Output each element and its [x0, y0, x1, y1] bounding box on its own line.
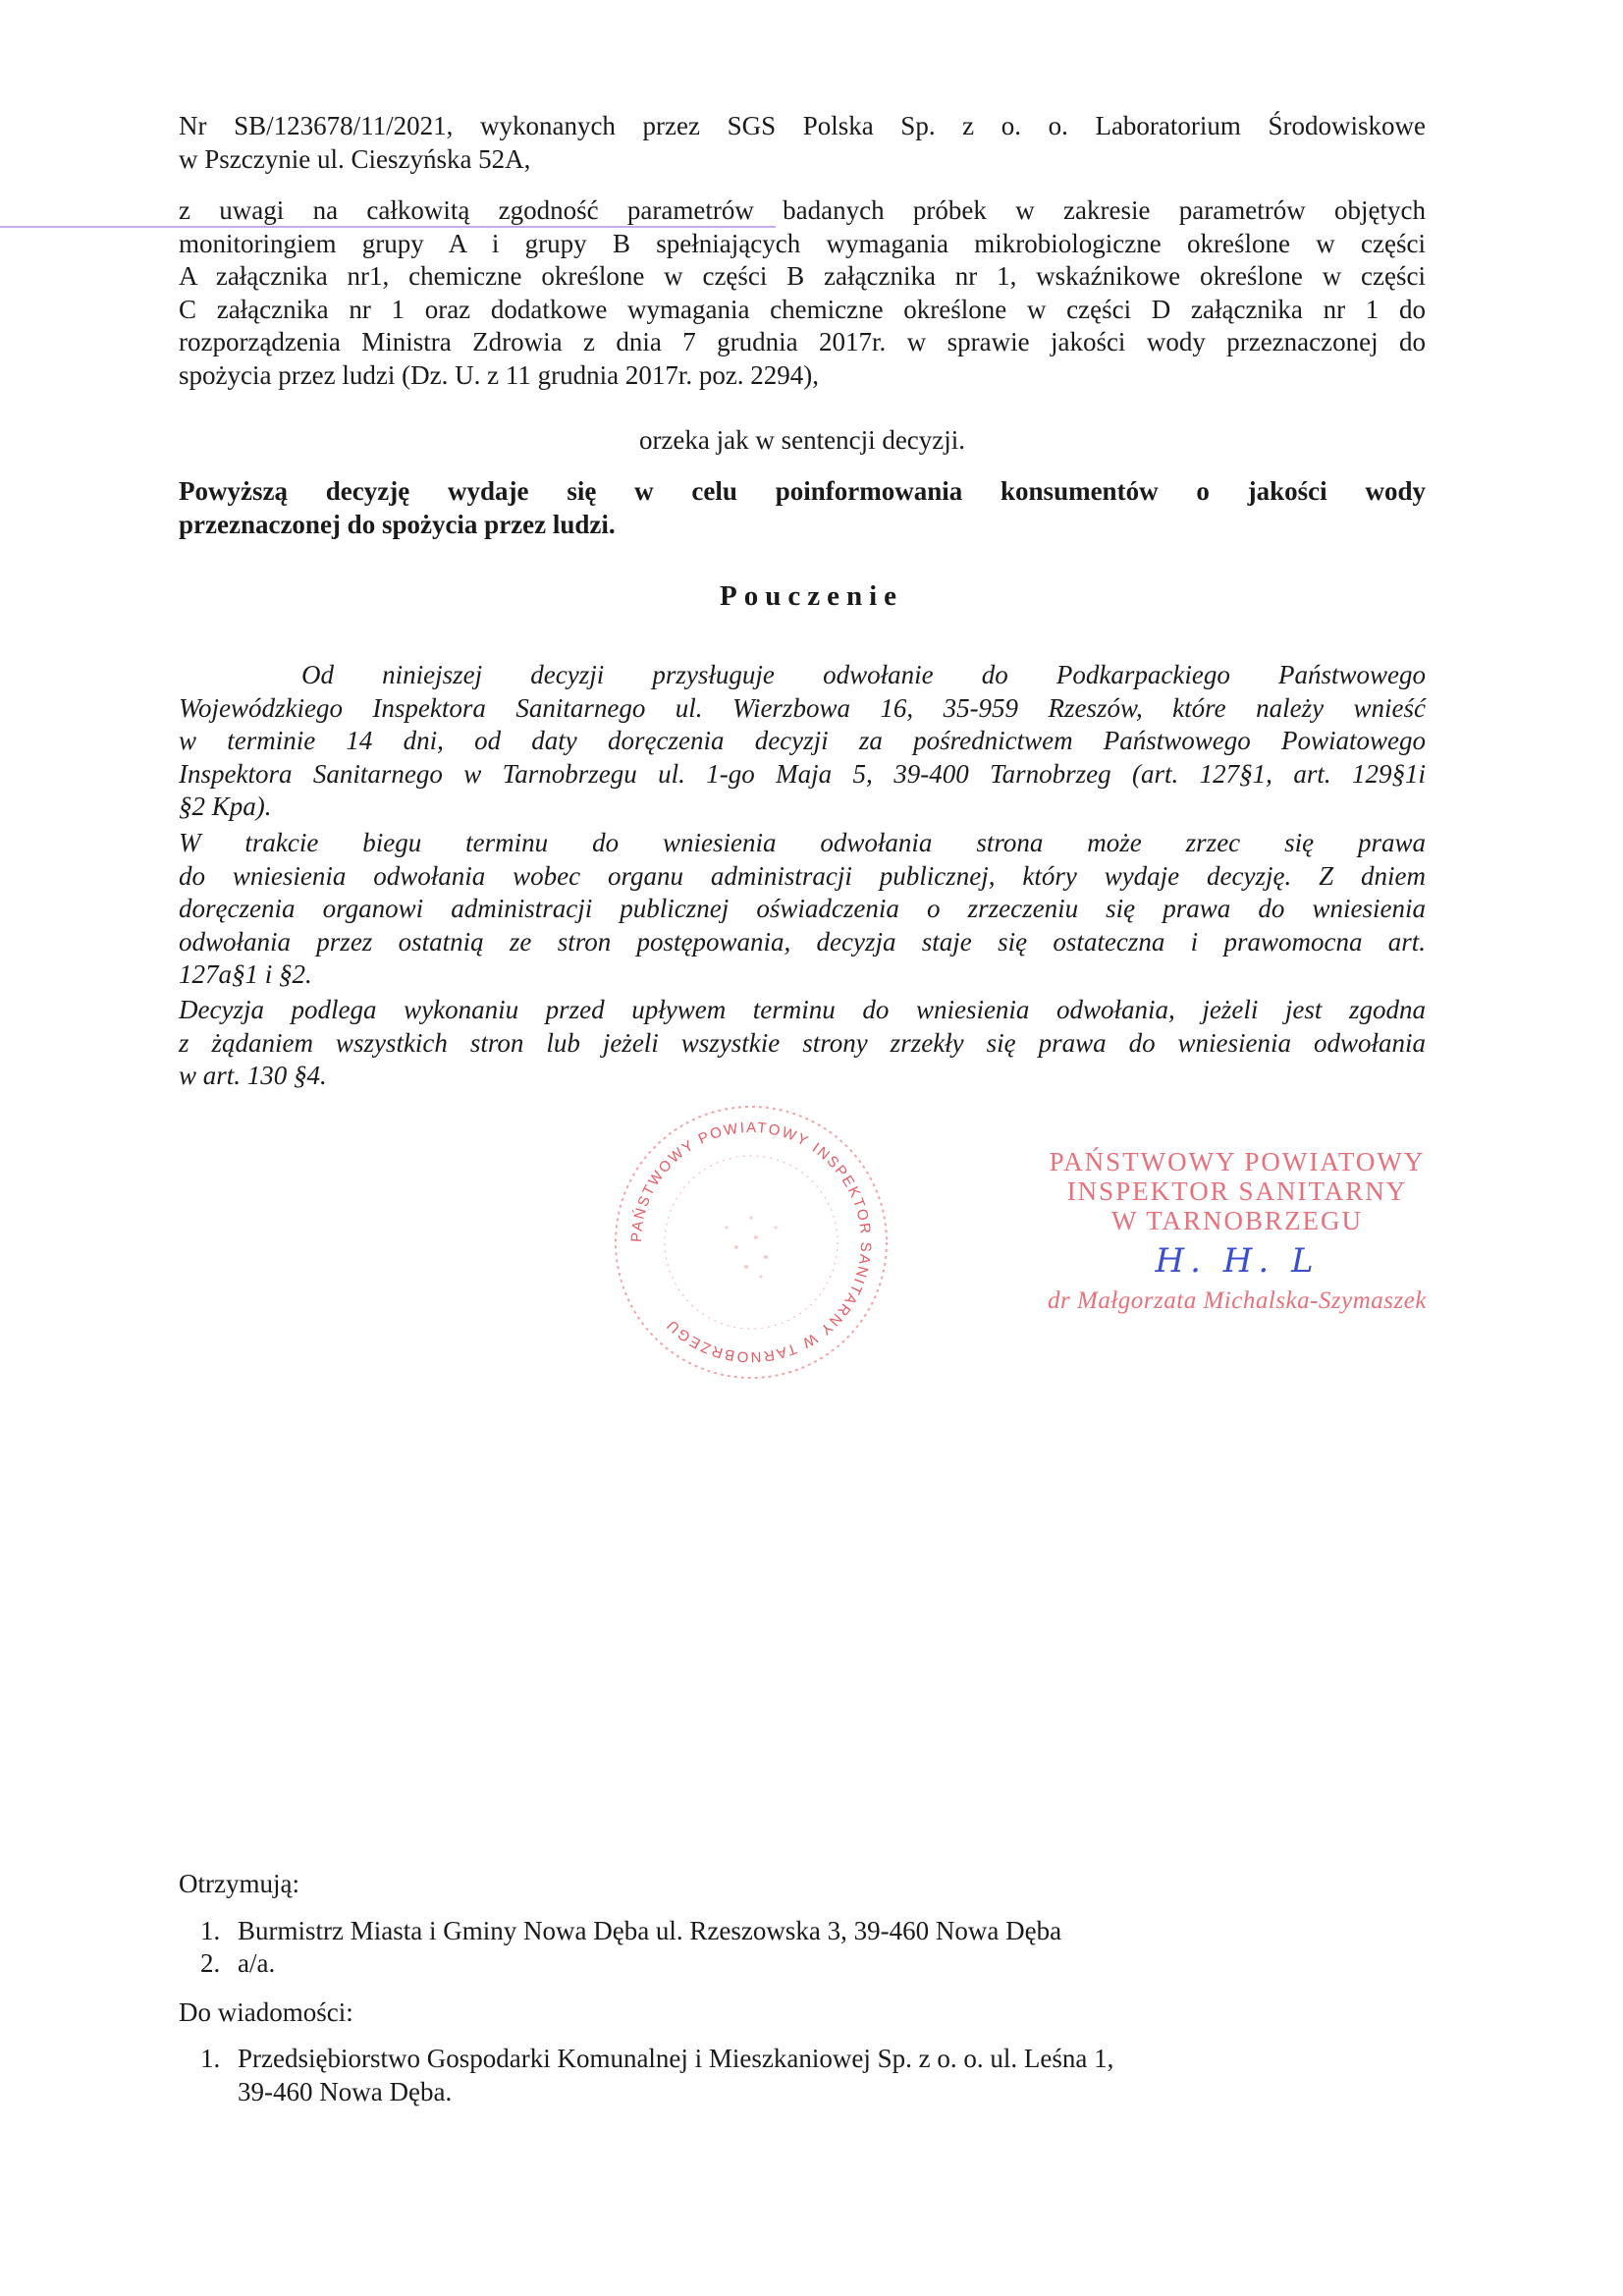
recipient-item — [179, 1947, 1357, 1981]
round-stamp-icon — [609, 1100, 893, 1385]
recipient-number: 2. — [200, 1948, 221, 1978]
recipients-heading: Otrzymują: — [179, 1869, 299, 1898]
instruction-line: do wniesienia odwołania wobec organu administracji publicznej, który wydaje decyzję. Z dniem — [179, 860, 1426, 891]
ruling-text: orzeka jak w sentencji decyzji. — [638, 425, 966, 455]
signature-text: H. H. L — [1155, 1241, 1320, 1281]
reason-line: C załącznika nr 1 oraz dodatkowe wymagania chemiczne określone w części D załącznika nr 1 do — [179, 294, 1426, 324]
official-stamp-line: W TARNOBRZEGU — [1110, 1206, 1364, 1235]
instruction-line: W trakcie biegu terminu do wniesienia odwołania strona może zrzec się prawa — [179, 828, 1426, 857]
official-stamp — [1021, 1147, 1453, 1316]
intro-line: w Pszczynie ul. Cieszyńska 52A, — [179, 143, 531, 174]
recipient-text: a/a. — [238, 1948, 276, 1978]
for-information-item — [179, 2043, 1357, 2108]
instruction-line: 127a§1 i §2. — [179, 959, 312, 989]
recipient-text: Burmistrz Miasta i Gminy Nowa Dęba ul. Rzeszowska 3, 39-460 Nowa Dęba — [238, 1915, 1062, 1945]
intro-line: Nr SB/123678/11/2021, wykonanych przez SGS Polska Sp. z o. o. Laboratorium Środowiskowe — [179, 111, 1426, 140]
instruction-line: doręczenia organowi administracji publicznej oświadczenia o zrzeczeniu się prawa do wniesienia — [179, 894, 1426, 923]
instruction-line: Inspektora Sanitarnego w Tarnobrzegu ul. 1-go Maja 5, 39-400 Tarnobrzeg (art. 127§1, art. 129§1i — [179, 758, 1426, 789]
reason-paragraph — [179, 194, 1426, 392]
instruction-line: Decyzja podlega wykonaniu przed upływem terminu do wniesienia odwołania, jeżeli jest zgodna — [179, 995, 1426, 1024]
instruction-line: Wojewódzkiego Inspektora Sanitarnego ul. Wierzbowa 16, 35-959 Rzeszów, które należy wnieść — [179, 692, 1426, 723]
instruction-heading: Pouczenie — [719, 580, 903, 612]
instruction-paragraph-1 — [179, 659, 1426, 824]
intro-paragraph — [179, 110, 1426, 176]
instruction-paragraph-2 — [179, 827, 1426, 992]
reason-line: monitoringiem grupy A i grupy B spełniających wymagania mikrobiologiczne określone w części — [179, 228, 1426, 258]
recipients-section — [179, 1868, 1357, 2108]
purpose-line: przeznaczonej do spożycia przez ludzi. — [179, 509, 616, 539]
for-information-number: 1. — [200, 2044, 221, 2073]
instruction-line: z żądaniem wszystkich stron lub jeżeli wszystkie strony zrzekły się prawa do wniesienia odwołania — [179, 1027, 1426, 1058]
instruction-paragraph-3 — [179, 994, 1426, 1093]
official-name: dr Małgorzata Michalska-Szymaszek — [1048, 1287, 1427, 1314]
reason-line: spożycia przez ludzi (Dz. U. z 11 grudnia 2017r. poz. 2294), — [179, 359, 820, 390]
for-information-list — [179, 2043, 1357, 2108]
official-stamp-line: PAŃSTWOWY POWIATOWY — [1049, 1147, 1426, 1176]
instruction-line: w terminie 14 dni, od daty doręczenia decyzji za pośrednictwem Państwowego Powiatowego — [179, 726, 1426, 755]
instruction-line: w art. 130 §4. — [179, 1061, 327, 1090]
official-stamp-line: INSPEKTOR SANITARNY — [1066, 1176, 1408, 1206]
recipients-list — [179, 1915, 1357, 1981]
for-information-text: 39-460 Nowa Dęba. — [238, 2076, 453, 2106]
purpose-line: Powyższą decyzję wydaje się w celu poinformowania konsumentów o jakości wody — [179, 476, 1426, 506]
reason-line: z uwagi na całkowitą zgodność parametrów badanych próbek w zakresie parametrów objętych — [179, 195, 1426, 225]
instruction-line: odwołania przez ostatnią ze stron postępowania, decyzja staje się ostateczna i prawomocna art. — [179, 926, 1426, 957]
purpose-paragraph — [179, 475, 1426, 541]
reason-line: A załącznika nr1, chemiczne określone w części B załącznika nr 1, wskaźnikowe określone w części — [179, 261, 1426, 291]
for-information-text: Przedsiębiorstwo Gospodarki Komunalnej i Mieszkaniowej Sp. z o. o. ul. Leśna 1, — [238, 2044, 1114, 2073]
instruction-line: §2 Kpa). — [179, 792, 272, 821]
reason-line: rozporządzenia Ministra Zdrowia z dnia 7 grudnia 2017r. w sprawie jakości wody przeznaczonej do — [179, 327, 1426, 356]
round-stamp-text: PAŃSTWOWY POWIATOWY INSPEKTOR SANITARNY W TARNOBRZEGU — [627, 1119, 875, 1366]
recipient-item — [179, 1915, 1357, 1948]
for-information-heading: Do wiadomości: — [179, 1996, 353, 2027]
recipient-number: 1. — [200, 1915, 221, 1945]
instruction-line: Od niniejszej decyzji przysługuje odwołanie do Podkarpackiego Państwowego — [301, 660, 1426, 689]
